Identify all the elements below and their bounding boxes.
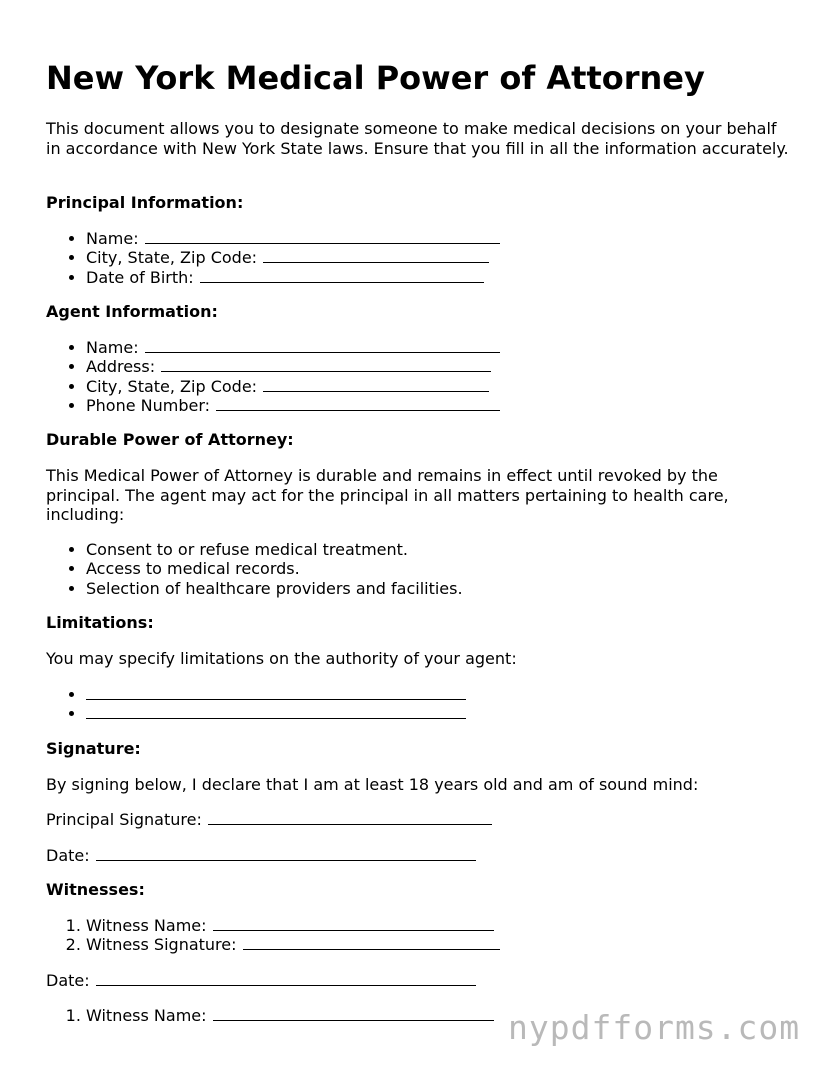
signature-date-field[interactable]: Date: — [46, 846, 476, 866]
limitation-field[interactable] — [86, 685, 466, 704]
principal-signature-line[interactable] — [208, 810, 492, 825]
witnesses-heading: Witnesses: — [46, 880, 145, 899]
agent-heading: Agent Information: — [46, 302, 218, 321]
limitation-line[interactable] — [86, 685, 466, 700]
signature-paragraph: By signing below, I declare that I am at least 18 years old and am of sound mind: — [46, 775, 699, 794]
witness-name-line[interactable] — [213, 916, 494, 931]
list-item: • Access to medical records. — [86, 559, 463, 578]
agent-phone-line[interactable] — [216, 396, 500, 411]
principal-city-line[interactable] — [263, 248, 489, 263]
witness-name-field[interactable]: 1. Witness Name: — [86, 1006, 494, 1025]
witness-signature-line[interactable] — [243, 935, 500, 950]
witness-date-line[interactable] — [96, 971, 476, 986]
witness-name-field[interactable]: 1. Witness Name: — [86, 916, 500, 935]
agent-city-field[interactable]: • City, State, Zip Code: — [86, 377, 500, 396]
principal-dob-line[interactable] — [200, 268, 484, 283]
agent-fields — [46, 338, 500, 415]
document-title: New York Medical Power of Attorney — [46, 59, 705, 97]
principal-fields — [46, 229, 500, 287]
principal-name-field[interactable]: • Name: — [86, 229, 500, 248]
limitation-line[interactable] — [86, 704, 466, 719]
intro-paragraph: This document allows you to designate someone to make medical decisions on your behalf in accordance with New York State laws. Ensure that you fill in all the information accurately. — [46, 119, 789, 158]
principal-heading: Principal Information: — [46, 193, 244, 212]
principal-name-line[interactable] — [145, 229, 500, 244]
limitation-field[interactable] — [86, 704, 466, 723]
signature-heading: Signature: — [46, 739, 141, 758]
agent-name-field[interactable]: • Name: — [86, 338, 500, 357]
agent-phone-field[interactable]: • Phone Number: — [86, 396, 500, 415]
witness-signature-field[interactable]: 2. Witness Signature: — [86, 935, 500, 954]
witness-fields-second — [46, 1006, 494, 1025]
witness-fields — [46, 916, 500, 955]
list-item: • Consent to or refuse medical treatment. — [86, 540, 463, 559]
durable-heading: Durable Power of Attorney: — [46, 430, 294, 449]
durable-paragraph: This Medical Power of Attorney is durable and remains in effect until revoked by the principal. The agent may act for the principal in all matters pertaining to health care, including: — [46, 466, 729, 524]
agent-address-field[interactable]: • Address: — [86, 357, 500, 376]
principal-dob-field[interactable]: • Date of Birth: — [86, 268, 500, 287]
principal-city-field[interactable]: • City, State, Zip Code: — [86, 248, 500, 267]
limitations-paragraph: You may specify limitations on the authority of your agent: — [46, 649, 517, 668]
list-item: • Selection of healthcare providers and facilities. — [86, 579, 463, 598]
durable-items — [46, 540, 463, 598]
witness-date-field[interactable]: Date: — [46, 971, 476, 991]
limitations-heading: Limitations: — [46, 613, 154, 632]
agent-name-line[interactable] — [145, 338, 500, 353]
signature-date-line[interactable] — [96, 846, 476, 861]
agent-address-line[interactable] — [161, 357, 491, 372]
limitations-items — [46, 685, 466, 724]
principal-signature-field[interactable]: Principal Signature: — [46, 810, 492, 830]
witness-name-line[interactable] — [213, 1006, 494, 1021]
agent-city-line[interactable] — [263, 377, 489, 392]
site-watermark: nypdfforms.com — [508, 1008, 801, 1047]
